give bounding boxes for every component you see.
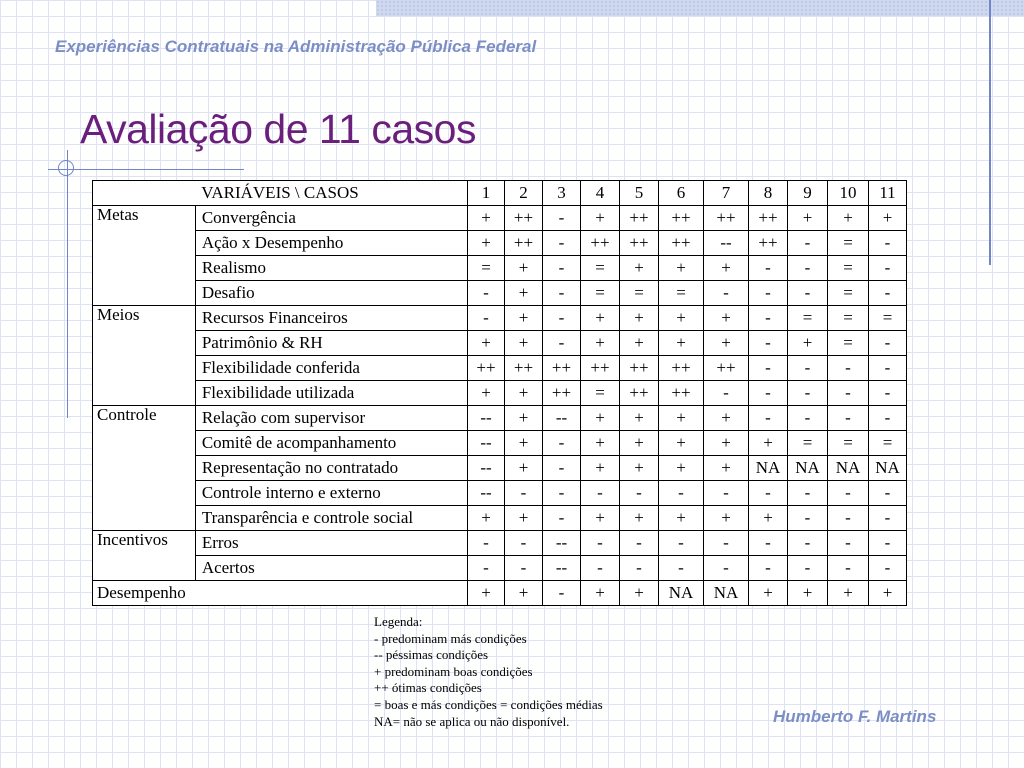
value-cell: -	[581, 531, 620, 556]
value-cell: -	[788, 281, 828, 306]
value-cell: -	[749, 331, 788, 356]
value-cell: =	[828, 306, 869, 331]
value-cell: =	[581, 381, 620, 406]
variable-cell: Representação no contratado	[195, 456, 467, 481]
table-row	[93, 431, 907, 456]
case-header: 3	[543, 181, 581, 206]
value-cell: ++	[620, 381, 659, 406]
value-cell: +	[505, 306, 543, 331]
value-cell: +	[704, 331, 749, 356]
value-cell: +	[468, 381, 505, 406]
value-cell: -	[828, 481, 869, 506]
value-cell: +	[749, 581, 788, 606]
value-cell: +	[620, 406, 659, 431]
value-cell: +	[704, 306, 749, 331]
value-cell: -	[543, 306, 581, 331]
value-cell: +	[505, 581, 543, 606]
value-cell: +	[468, 581, 505, 606]
variable-cell: Convergência	[195, 206, 467, 231]
table-row	[93, 381, 907, 406]
value-cell: -	[620, 531, 659, 556]
value-cell: =	[869, 431, 907, 456]
evaluation-table	[92, 180, 907, 606]
variable-cell: Acertos	[195, 556, 467, 581]
value-cell: =	[581, 281, 620, 306]
value-cell: +	[704, 456, 749, 481]
table-row	[93, 306, 907, 331]
value-cell: -	[749, 406, 788, 431]
value-cell: +	[828, 581, 869, 606]
value-cell: NA	[869, 456, 907, 481]
value-cell: +	[704, 406, 749, 431]
value-cell: =	[788, 306, 828, 331]
value-cell: --	[468, 481, 505, 506]
value-cell: -	[788, 506, 828, 531]
value-cell: +	[620, 506, 659, 531]
value-cell: -	[543, 506, 581, 531]
value-cell: +	[788, 206, 828, 231]
value-cell: +	[659, 456, 704, 481]
value-cell: -	[581, 556, 620, 581]
value-cell: -	[828, 356, 869, 381]
value-cell: -	[869, 281, 907, 306]
value-cell: NA	[828, 456, 869, 481]
value-cell: ++	[704, 206, 749, 231]
value-cell: -	[788, 556, 828, 581]
table-row	[93, 206, 907, 231]
value-cell: +	[869, 581, 907, 606]
value-cell: -	[543, 581, 581, 606]
value-cell: +	[505, 431, 543, 456]
total-row	[93, 581, 907, 606]
variable-cell: Comitê de acompanhamento	[195, 431, 467, 456]
value-cell: NA	[659, 581, 704, 606]
value-cell: -	[468, 306, 505, 331]
value-cell: ++	[468, 356, 505, 381]
value-cell: --	[543, 531, 581, 556]
value-cell: --	[468, 431, 505, 456]
case-header: 10	[828, 181, 869, 206]
value-cell: --	[543, 406, 581, 431]
value-cell: -	[543, 331, 581, 356]
value-cell: ++	[543, 356, 581, 381]
value-cell: +	[505, 381, 543, 406]
case-header: 8	[749, 181, 788, 206]
value-cell: +	[468, 231, 505, 256]
value-cell: -	[543, 206, 581, 231]
value-cell: +	[505, 281, 543, 306]
value-cell: +	[704, 431, 749, 456]
value-cell: NA	[749, 456, 788, 481]
case-header: 2	[505, 181, 543, 206]
value-cell: --	[704, 231, 749, 256]
case-header: 6	[659, 181, 704, 206]
value-cell: -	[543, 456, 581, 481]
value-cell: +	[620, 456, 659, 481]
table-row	[93, 331, 907, 356]
value-cell: =	[869, 306, 907, 331]
table-row	[93, 531, 907, 556]
value-cell: ++	[543, 381, 581, 406]
value-cell: +	[620, 331, 659, 356]
variable-cell: Transparência e controle social	[195, 506, 467, 531]
value-cell: ++	[659, 356, 704, 381]
value-cell: -	[468, 281, 505, 306]
value-cell: =	[828, 231, 869, 256]
value-cell: -	[869, 481, 907, 506]
value-cell: +	[505, 506, 543, 531]
category-cell: Incentivos	[93, 531, 196, 581]
value-cell: -	[788, 356, 828, 381]
value-cell: -	[749, 281, 788, 306]
variable-cell: Controle interno e externo	[195, 481, 467, 506]
value-cell: -	[543, 231, 581, 256]
value-cell: -	[581, 481, 620, 506]
value-cell: ++	[505, 231, 543, 256]
category-cell: Meios	[93, 306, 196, 406]
value-cell: -	[704, 556, 749, 581]
value-cell: -	[788, 531, 828, 556]
value-cell: -	[468, 556, 505, 581]
value-cell: +	[659, 306, 704, 331]
value-cell: +	[869, 206, 907, 231]
table-row	[93, 556, 907, 581]
legend-line: NA= não se aplica ou não disponível.	[374, 713, 570, 729]
value-cell: +	[468, 331, 505, 356]
value-cell: -	[828, 531, 869, 556]
table-row	[93, 456, 907, 481]
variable-cell: Ação x Desempenho	[195, 231, 467, 256]
category-cell: Metas	[93, 206, 196, 306]
slide-header: Experiências Contratuais na Administração Pública Federal	[55, 37, 537, 56]
crosshair-icon	[58, 160, 74, 176]
value-cell: ++	[659, 231, 704, 256]
value-cell: -	[749, 531, 788, 556]
value-cell: +	[581, 406, 620, 431]
value-cell: ++	[505, 206, 543, 231]
title-underline	[48, 169, 244, 170]
value-cell: NA	[704, 581, 749, 606]
value-cell: ++	[659, 206, 704, 231]
value-cell: +	[505, 456, 543, 481]
value-cell: -	[704, 381, 749, 406]
value-cell: -	[749, 306, 788, 331]
value-cell: -	[749, 356, 788, 381]
value-cell: =	[620, 281, 659, 306]
value-cell: +	[788, 331, 828, 356]
value-cell: -	[869, 506, 907, 531]
value-cell: -	[659, 556, 704, 581]
value-cell: +	[620, 306, 659, 331]
top-decorative-band	[376, 0, 1024, 16]
value-cell: -	[788, 406, 828, 431]
table-row	[93, 356, 907, 381]
value-cell: -	[749, 481, 788, 506]
legend-line: Legenda:	[374, 614, 423, 629]
value-cell: -	[620, 481, 659, 506]
value-cell: ++	[505, 356, 543, 381]
case-header: 1	[468, 181, 505, 206]
value-cell: -	[749, 381, 788, 406]
category-cell: Controle	[93, 406, 196, 531]
value-cell: =	[788, 431, 828, 456]
value-cell: -	[704, 481, 749, 506]
value-cell: +	[620, 581, 659, 606]
value-cell: -	[869, 231, 907, 256]
value-cell: +	[620, 256, 659, 281]
value-cell: -	[749, 556, 788, 581]
value-cell: -	[543, 431, 581, 456]
value-cell: =	[659, 281, 704, 306]
value-cell: +	[468, 206, 505, 231]
value-cell: ++	[704, 356, 749, 381]
value-cell: -	[505, 556, 543, 581]
legend-line: + predominam boas condições	[374, 663, 533, 679]
table-row	[93, 481, 907, 506]
value-cell: -	[869, 556, 907, 581]
value-cell: ++	[620, 356, 659, 381]
corner-header: VARIÁVEIS \ CASOS	[93, 181, 468, 206]
value-cell: ++	[620, 231, 659, 256]
value-cell: +	[704, 506, 749, 531]
value-cell: -	[468, 531, 505, 556]
value-cell: +	[581, 581, 620, 606]
case-header: 7	[704, 181, 749, 206]
left-decorative-line	[67, 150, 68, 418]
value-cell: -	[543, 481, 581, 506]
variable-cell: Relação com supervisor	[195, 406, 467, 431]
value-cell: -	[749, 256, 788, 281]
value-cell: =	[828, 256, 869, 281]
value-cell: +	[659, 256, 704, 281]
value-cell: -	[828, 406, 869, 431]
value-cell: ++	[581, 356, 620, 381]
case-header: 9	[788, 181, 828, 206]
legend	[374, 614, 603, 730]
author-name: Humberto F. Martins	[773, 707, 937, 726]
table-body	[93, 206, 907, 606]
value-cell: -	[543, 256, 581, 281]
case-header: 5	[620, 181, 659, 206]
variable-cell: Realismo	[195, 256, 467, 281]
variable-cell: Patrimônio & RH	[195, 331, 467, 356]
case-header: 11	[869, 181, 907, 206]
value-cell: -	[659, 481, 704, 506]
legend-line: = boas e más condições = condições médias	[374, 696, 603, 712]
value-cell: -	[788, 481, 828, 506]
value-cell: +	[828, 206, 869, 231]
value-cell: -	[659, 531, 704, 556]
value-cell: -	[869, 331, 907, 356]
value-cell: -	[828, 506, 869, 531]
table-row	[93, 406, 907, 431]
value-cell: =	[581, 256, 620, 281]
right-decorative-line	[989, 0, 991, 265]
value-cell: +	[581, 331, 620, 356]
value-cell: -	[788, 231, 828, 256]
value-cell: --	[468, 406, 505, 431]
value-cell: +	[581, 206, 620, 231]
value-cell: -	[505, 531, 543, 556]
value-cell: -	[704, 531, 749, 556]
value-cell: -	[869, 381, 907, 406]
value-cell: =	[828, 431, 869, 456]
variable-cell: Desafio	[195, 281, 467, 306]
value-cell: +	[581, 306, 620, 331]
value-cell: +	[659, 506, 704, 531]
legend-line: ++ ótimas condições	[374, 680, 482, 696]
legend-line: - predominam más condições	[374, 630, 527, 646]
table-row	[93, 506, 907, 531]
value-cell: =	[828, 331, 869, 356]
value-cell: +	[659, 331, 704, 356]
value-cell: ++	[620, 206, 659, 231]
value-cell: -	[505, 481, 543, 506]
value-cell: +	[620, 431, 659, 456]
value-cell: +	[505, 331, 543, 356]
value-cell: ++	[581, 231, 620, 256]
value-cell: --	[543, 556, 581, 581]
table-row	[93, 281, 907, 306]
slide-title: Avaliação de 11 casos	[80, 106, 476, 152]
value-cell: +	[659, 431, 704, 456]
table-row	[93, 256, 907, 281]
value-cell: NA	[788, 456, 828, 481]
value-cell: -	[543, 281, 581, 306]
value-cell: +	[581, 456, 620, 481]
value-cell: +	[505, 256, 543, 281]
variable-cell: Flexibilidade conferida	[195, 356, 467, 381]
value-cell: -	[828, 381, 869, 406]
value-cell: -	[704, 281, 749, 306]
value-cell: +	[468, 506, 505, 531]
value-cell: +	[704, 256, 749, 281]
variable-cell: Recursos Financeiros	[195, 306, 467, 331]
total-label-cell: Desempenho	[93, 581, 468, 606]
value-cell: +	[505, 406, 543, 431]
variable-cell: Flexibilidade utilizada	[195, 381, 467, 406]
value-cell: -	[788, 381, 828, 406]
value-cell: -	[828, 556, 869, 581]
value-cell: -	[620, 556, 659, 581]
value-cell: =	[468, 256, 505, 281]
legend-line: -- péssimas condições	[374, 647, 489, 663]
value-cell: --	[468, 456, 505, 481]
value-cell: -	[788, 256, 828, 281]
value-cell: +	[659, 406, 704, 431]
value-cell: ++	[659, 381, 704, 406]
value-cell: -	[869, 356, 907, 381]
value-cell: +	[749, 506, 788, 531]
table-row	[93, 231, 907, 256]
value-cell: ++	[749, 231, 788, 256]
value-cell: =	[828, 281, 869, 306]
value-cell: +	[749, 431, 788, 456]
value-cell: -	[869, 406, 907, 431]
value-cell: +	[788, 581, 828, 606]
value-cell: +	[581, 506, 620, 531]
case-header: 4	[581, 181, 620, 206]
value-cell: -	[869, 256, 907, 281]
value-cell: -	[869, 531, 907, 556]
variable-cell: Erros	[195, 531, 467, 556]
table-header-row	[93, 181, 907, 206]
value-cell: +	[581, 431, 620, 456]
value-cell: ++	[749, 206, 788, 231]
